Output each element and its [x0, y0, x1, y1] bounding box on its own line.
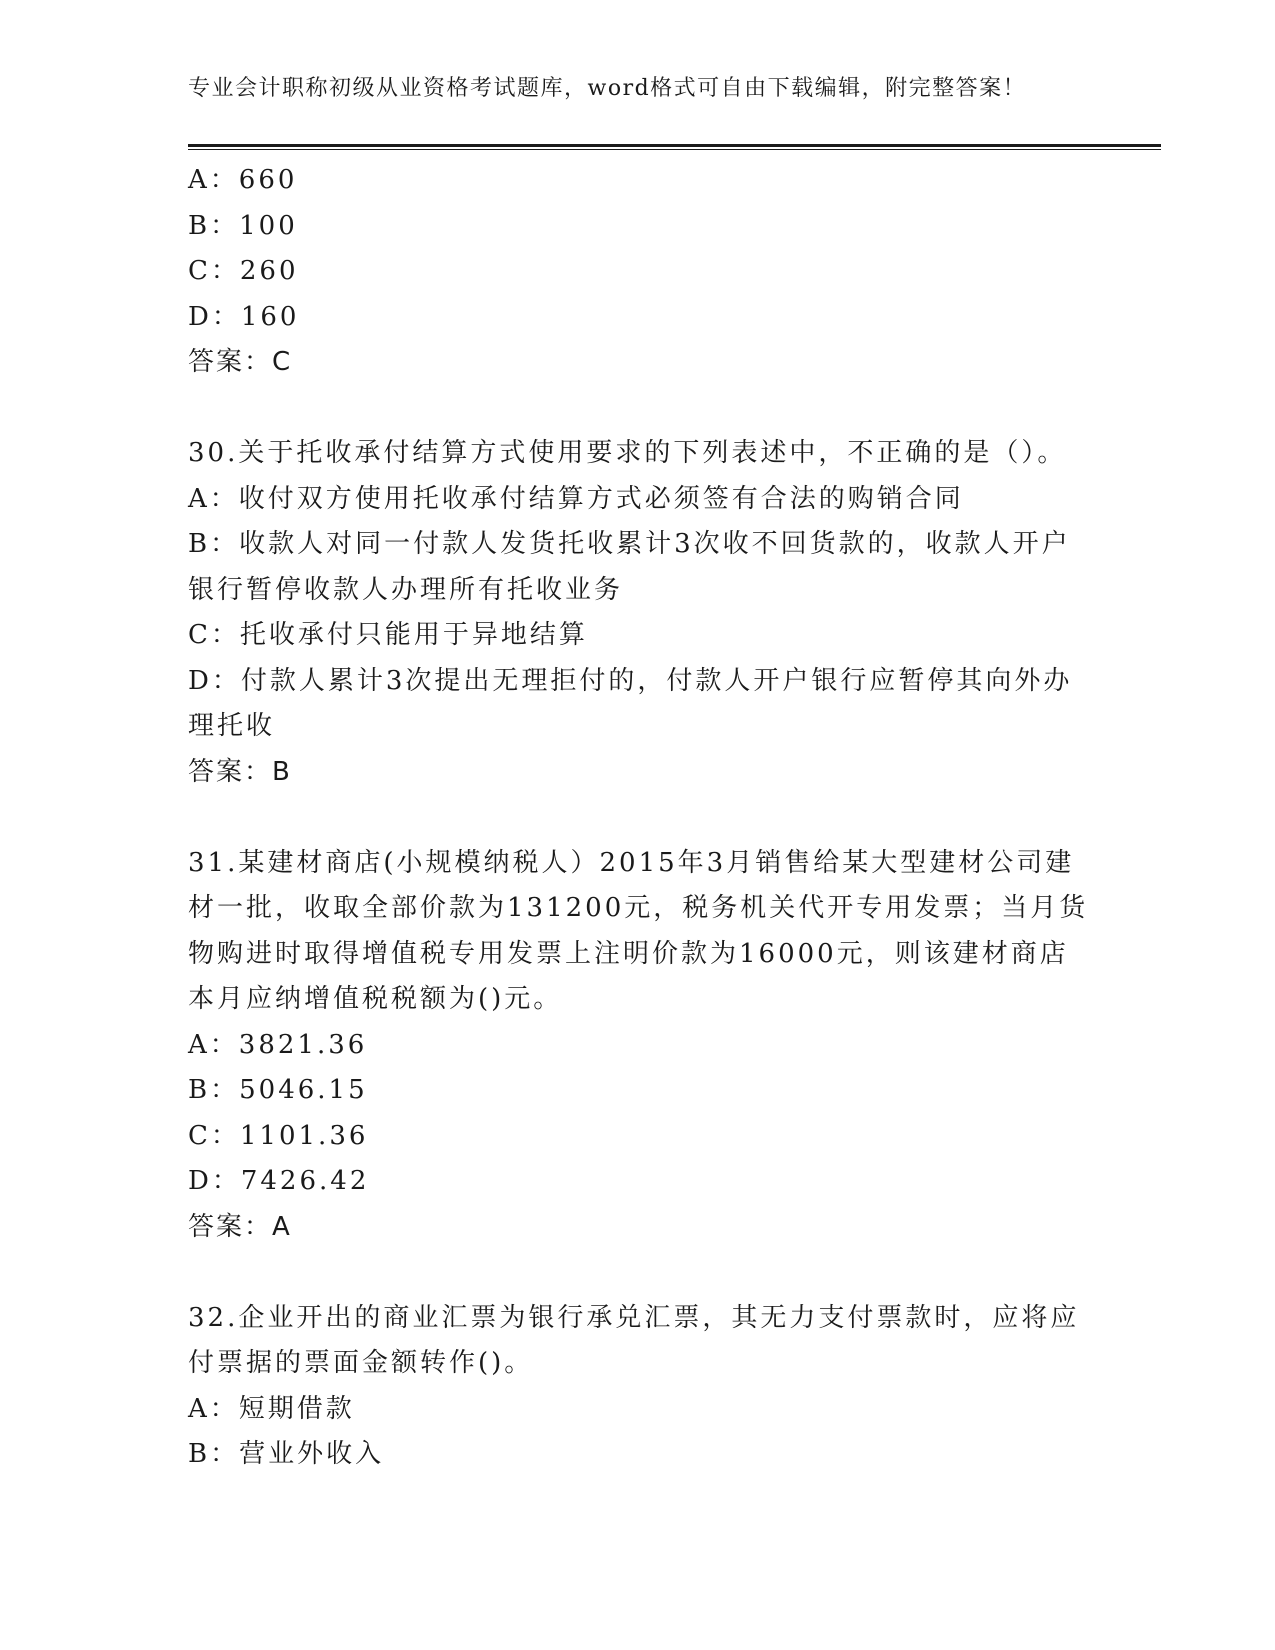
question-stem: 30.关于托收承付结算方式使用要求的下列表述中，不正确的是（）。	[188, 438, 1067, 468]
question-31	[188, 841, 1088, 1251]
answer-line: 答案：C	[188, 347, 293, 377]
option-line: D：7426.42	[188, 1166, 370, 1196]
option-line: C：托收承付只能用于异地结算	[188, 620, 588, 650]
option-line: A：3821.36	[188, 1029, 368, 1060]
option-line: A：收付双方使用托收承付结算方式必须签有合法的购销合同	[188, 483, 964, 514]
page-header: 专业会计职称初级从业资格考试题库，word格式可自由下载编辑，附完整答案！	[188, 76, 1027, 101]
question-stem: 材一批，收取全部价款为131200元，税务机关代开专用发票；当月货	[188, 893, 1089, 923]
spacer	[188, 795, 1088, 841]
option-line: B：营业外收入	[188, 1439, 385, 1469]
option-line: D：付款人累计3次提出无理拒付的，付款人开户银行应暂停其向外办	[188, 665, 1073, 696]
option-line: D：160	[188, 301, 300, 332]
question-30	[188, 431, 1088, 795]
header-rule-thin	[188, 149, 1161, 150]
question-stem: 物购进时取得增值税专用发票上注明价款为16000元，则该建材商店	[188, 938, 1069, 969]
option-line: 银行暂停收款人办理所有托收业务	[188, 574, 624, 605]
option-line: A：短期借款	[188, 1393, 355, 1424]
answer-line: 答案：B	[188, 756, 292, 787]
question-stem: 付票据的票面金额转作()。	[188, 1348, 534, 1378]
option-line: B：100	[188, 210, 298, 241]
option-line: A：660	[188, 165, 298, 195]
option-line: B：收款人对同一付款人发货托收累计3次收不回货款的，收款人开户	[188, 529, 1071, 559]
spacer	[188, 1250, 1088, 1296]
option-line: B：5046.15	[188, 1075, 368, 1105]
question-stem: 31.某建材商店(小规模纳税人）2015年3月销售给某大型建材公司建	[188, 847, 1075, 878]
document-body	[188, 158, 1088, 1478]
question-32	[188, 1296, 1088, 1478]
option-line: C：260	[188, 256, 299, 286]
question-stem: 本月应纳增值税税额为()元。	[188, 984, 563, 1014]
answer-line: 答案：A	[188, 1211, 292, 1242]
spacer	[188, 386, 1088, 432]
prev-question	[188, 158, 1088, 386]
option-line: C：1101.36	[188, 1120, 369, 1151]
question-stem: 32.企业开出的商业汇票为银行承兑汇票，其无力支付票款时，应将应	[188, 1302, 1080, 1333]
header-rule-thick	[188, 144, 1161, 147]
option-line: 理托收	[188, 711, 276, 741]
